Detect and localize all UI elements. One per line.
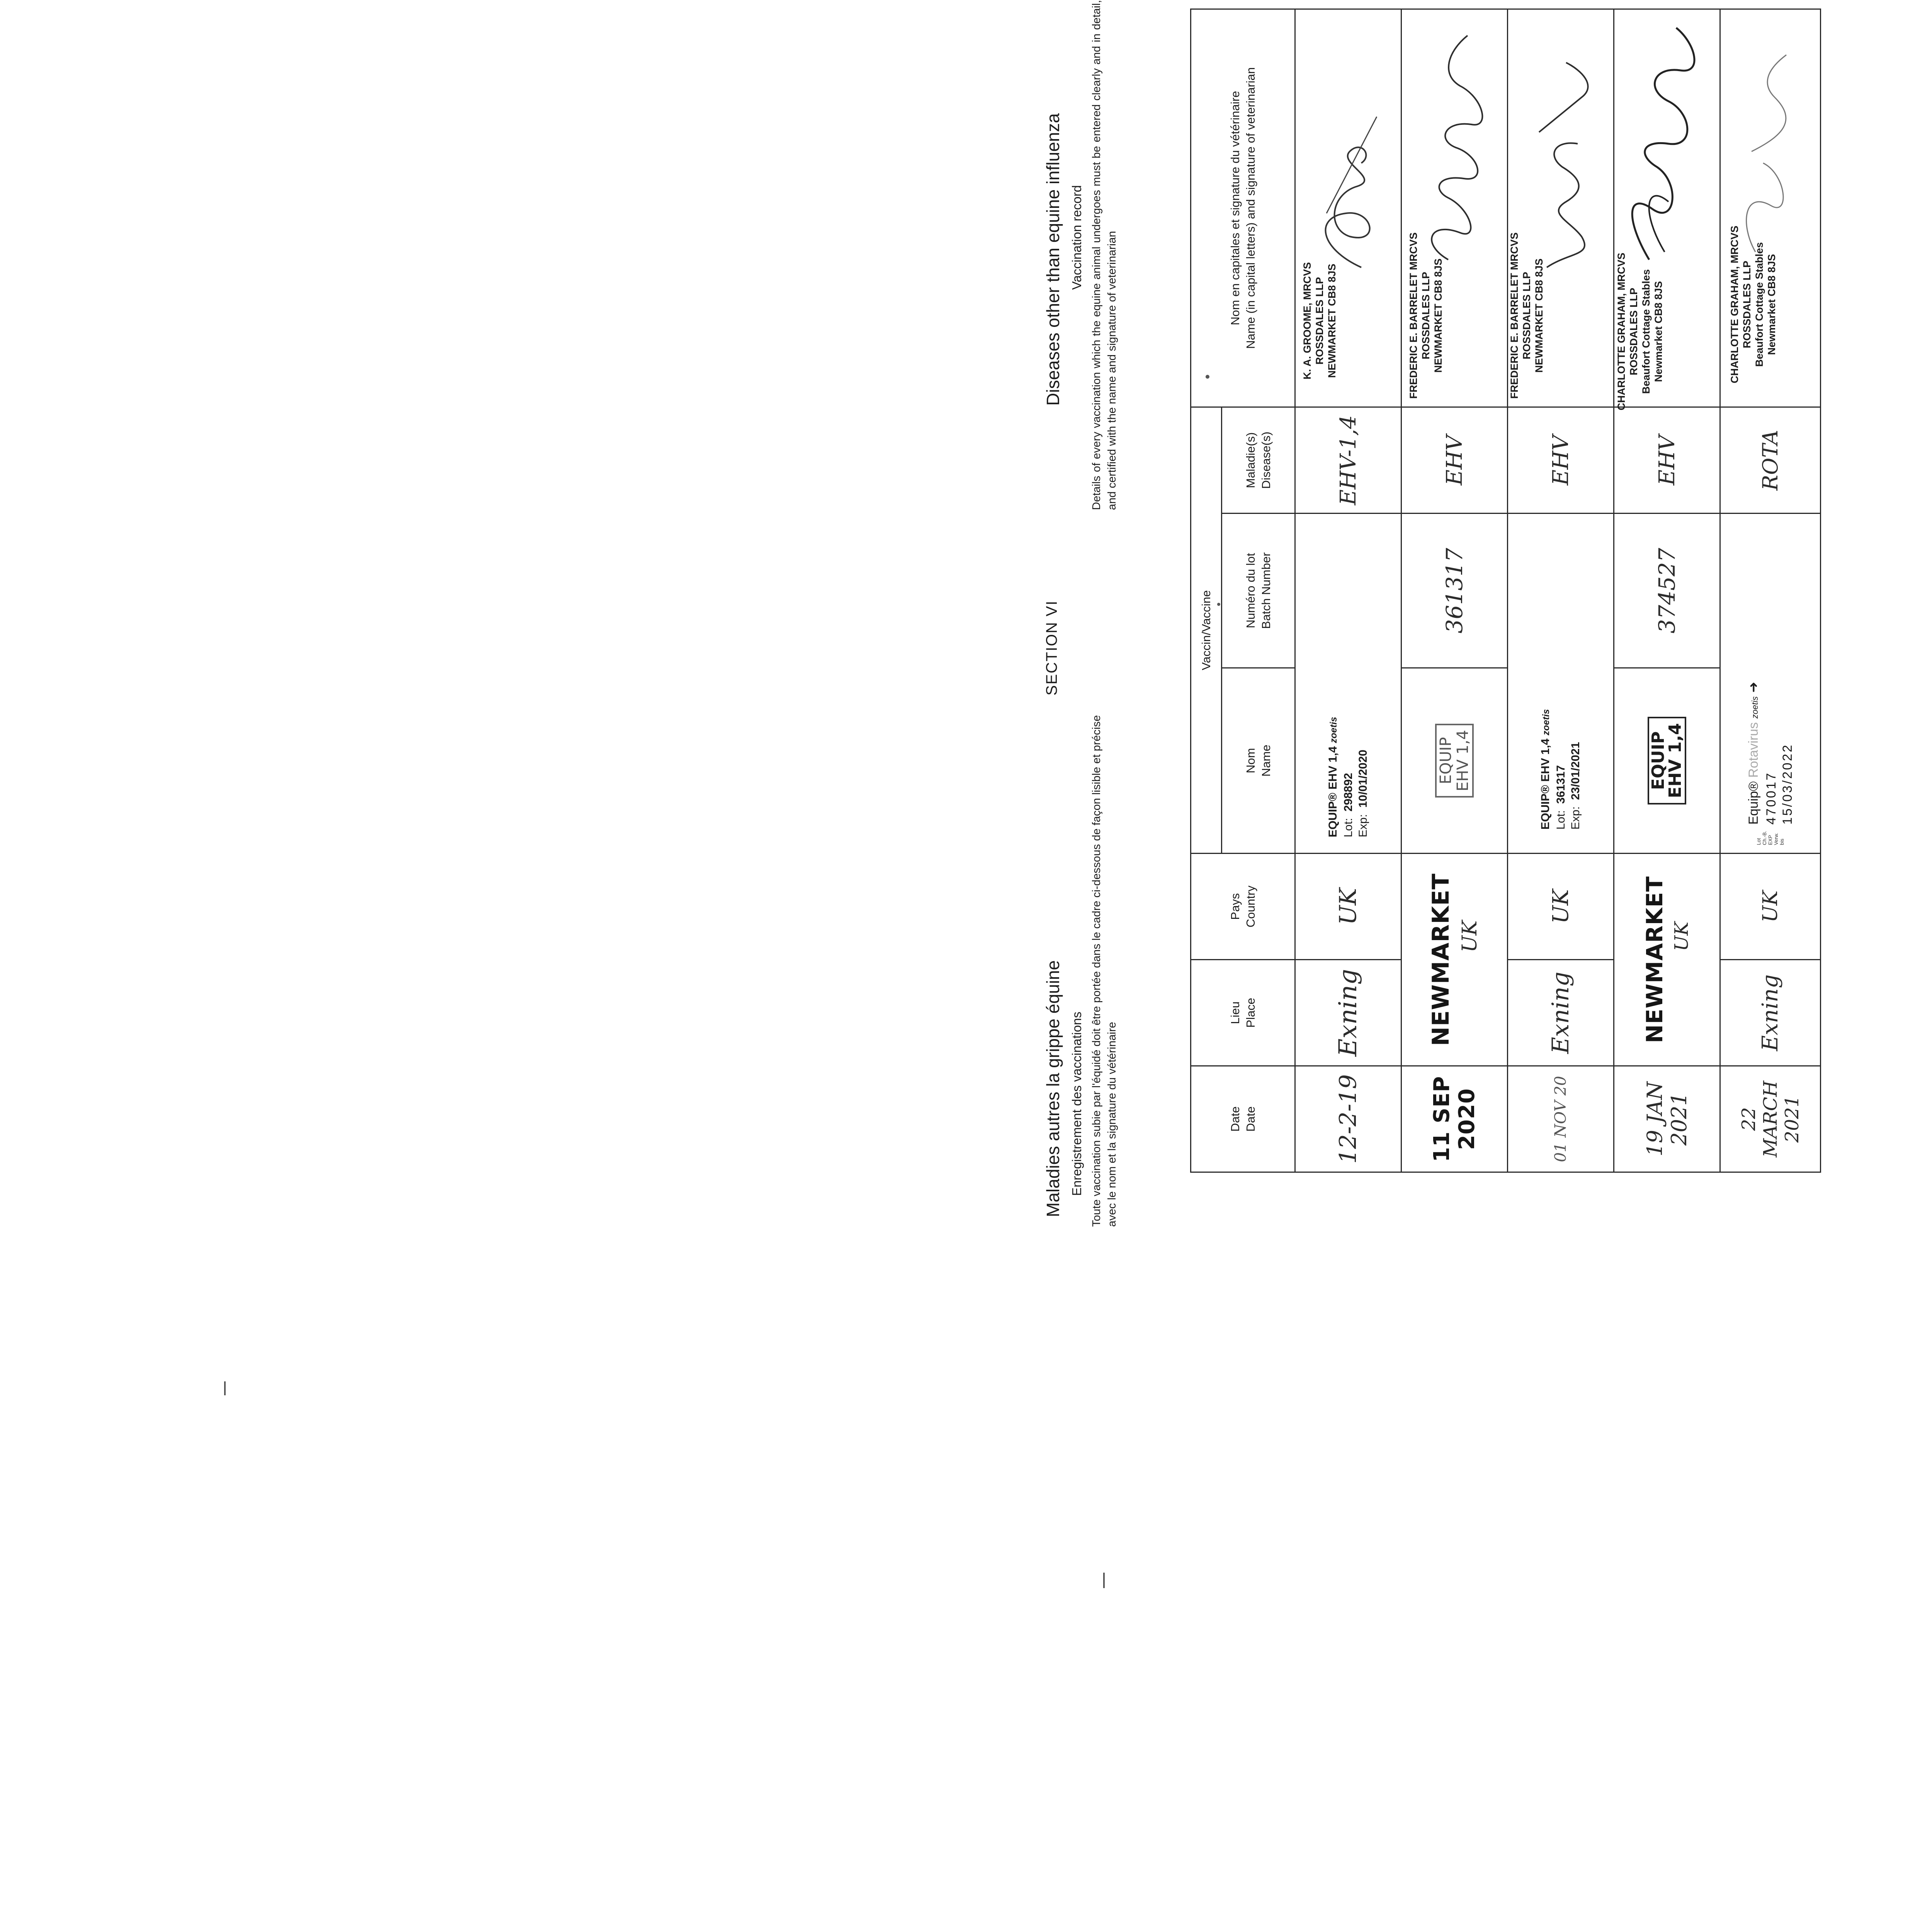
table-row (1295, 9, 1401, 1172)
row4-date: 19 JAN 2021 (1614, 1066, 1720, 1172)
row1-date: 12-2-19 (1295, 1066, 1401, 1172)
header-vaccine-group: Vaccin/Vaccine (1191, 407, 1222, 853)
row5-place: Exning (1720, 960, 1821, 1066)
row3-vaccine-label: EQUIP® EHV 1,4 zoetis Lot: 361317 Exp: 23/01/2021 (1508, 514, 1614, 854)
signature-3 (1524, 32, 1609, 279)
title-fr: Maladies autres la grippe équine (1043, 960, 1063, 1217)
header-row-top (1191, 9, 1222, 1172)
vet-stamp: FREDERIC E. BARRELET MRCVS ROSSDALES LLP NEWMARKET CB8 8JS (1408, 232, 1444, 399)
row5-vaccine-label: Lot Ch.-B. EXP Verw. bis Equip® Rotavirus zoetis ➜ 470017 15/03/2022 (1720, 514, 1821, 854)
title-en: Diseases other than equine influenza (1043, 113, 1063, 406)
vaccination-table (1190, 9, 1821, 1173)
row2-place-country: NEWMARKET UK (1401, 854, 1508, 1066)
subtitle-fr: Enregistrement des vaccinations (1070, 1012, 1084, 1196)
scan-speck (1206, 375, 1209, 379)
row1-vet (1295, 9, 1401, 407)
row2-batch: 361317 (1401, 514, 1508, 668)
row1-disease: EHV-1,4 (1295, 407, 1401, 513)
header-name: Nom Name (1222, 668, 1295, 854)
row4-disease: EHV (1614, 407, 1720, 513)
row4-vaccine-name: EQUIP EHV 1,4 (1614, 668, 1720, 854)
arrow-icon: ➜ (1746, 682, 1761, 693)
row5-vet (1720, 9, 1821, 407)
row1-vaccine-label: EQUIP® EHV 1,4 zoetis Lot: 298892 Exp: 10/01/2020 (1295, 514, 1401, 854)
vet-stamp: CHARLOTTE GRAHAM, MRCVS ROSSDALES LLP Beaufort Cottage Stables Newmarket CB8 8JS (1616, 253, 1664, 410)
signature-2 (1413, 20, 1502, 267)
row1-country: UK (1295, 854, 1401, 960)
header-place: Lieu Place (1191, 960, 1295, 1066)
subtitle-en: Vaccination record (1070, 185, 1084, 290)
vet-stamp: K. A. GROOME, MRCVS ROSSDALES LLP NEWMARKET CB8 8JS (1301, 262, 1338, 379)
header-disease: Maladie(s) Disease(s) (1222, 407, 1295, 513)
table-row (1401, 9, 1508, 1172)
row5-disease: ROTA (1720, 407, 1821, 513)
vet-stamp: FREDERIC E. BARRELET MRCVS ROSSDALES LLP NEWMARKET CB8 8JS (1509, 232, 1545, 399)
row3-date: 01 NOV 20 (1508, 1066, 1614, 1172)
table-row (1720, 9, 1821, 1172)
table-row (1508, 9, 1614, 1172)
row5-date: 22 MARCH 2021 (1720, 1066, 1821, 1172)
row2-disease: EHV (1401, 407, 1508, 513)
row3-disease: EHV (1508, 407, 1614, 513)
instructions-fr: Toute vaccination subie par l'équidé doit être portée dans le cadre ci-dessous de façon lisible et précise avec le nom et la signature du vétérinaire (1090, 715, 1118, 1227)
header-date: Date Date (1191, 1066, 1295, 1172)
signature-5 (1728, 43, 1813, 260)
vet-stamp: CHARLOTTE GRAHAM, MRCVS ROSSDALES LLP Beaufort Cottage Stables Newmarket CB8 8JS (1729, 226, 1777, 383)
instructions-en: Details of every vaccination which the equine animal undergoes must be entered clearly and in detail, and certified with the name and signature of veterinarian (1090, 0, 1118, 510)
table-row (1614, 9, 1720, 1172)
header-vet: Nom en capitales et signature du vétérinaire Name (in capital letters) and signature of veterinarian (1191, 9, 1295, 407)
header-batch: Numéro du lot Batch Number (1222, 514, 1295, 668)
row4-place-country: NEWMARKET UK (1614, 854, 1720, 1066)
row3-vet (1508, 9, 1614, 407)
row5-country: UK (1720, 854, 1821, 960)
row4-vet (1614, 9, 1720, 410)
scan-speck (224, 1381, 226, 1395)
section-label: SECTION VI (1043, 600, 1060, 696)
row4-batch: 374527 (1614, 514, 1720, 668)
signature-1 (1303, 39, 1396, 279)
row2-vet (1401, 9, 1508, 407)
small-print: Lot Ch.-B. EXP Verw. bis (1756, 831, 1785, 845)
header-country: Pays Country (1191, 854, 1295, 960)
rotated-page-content (1036, 0, 1932, 1275)
row2-vaccine-name: EQUIP EHV 1,4 (1401, 668, 1508, 854)
row3-country: UK (1508, 854, 1614, 960)
row2-date: 11 SEP 2020 (1401, 1066, 1508, 1172)
scan-speck (1103, 1573, 1105, 1588)
scan-speck (1217, 603, 1220, 606)
row3-place: Exning (1508, 960, 1614, 1066)
signature-4 (1618, 16, 1715, 267)
row1-place: Exning (1295, 960, 1401, 1066)
